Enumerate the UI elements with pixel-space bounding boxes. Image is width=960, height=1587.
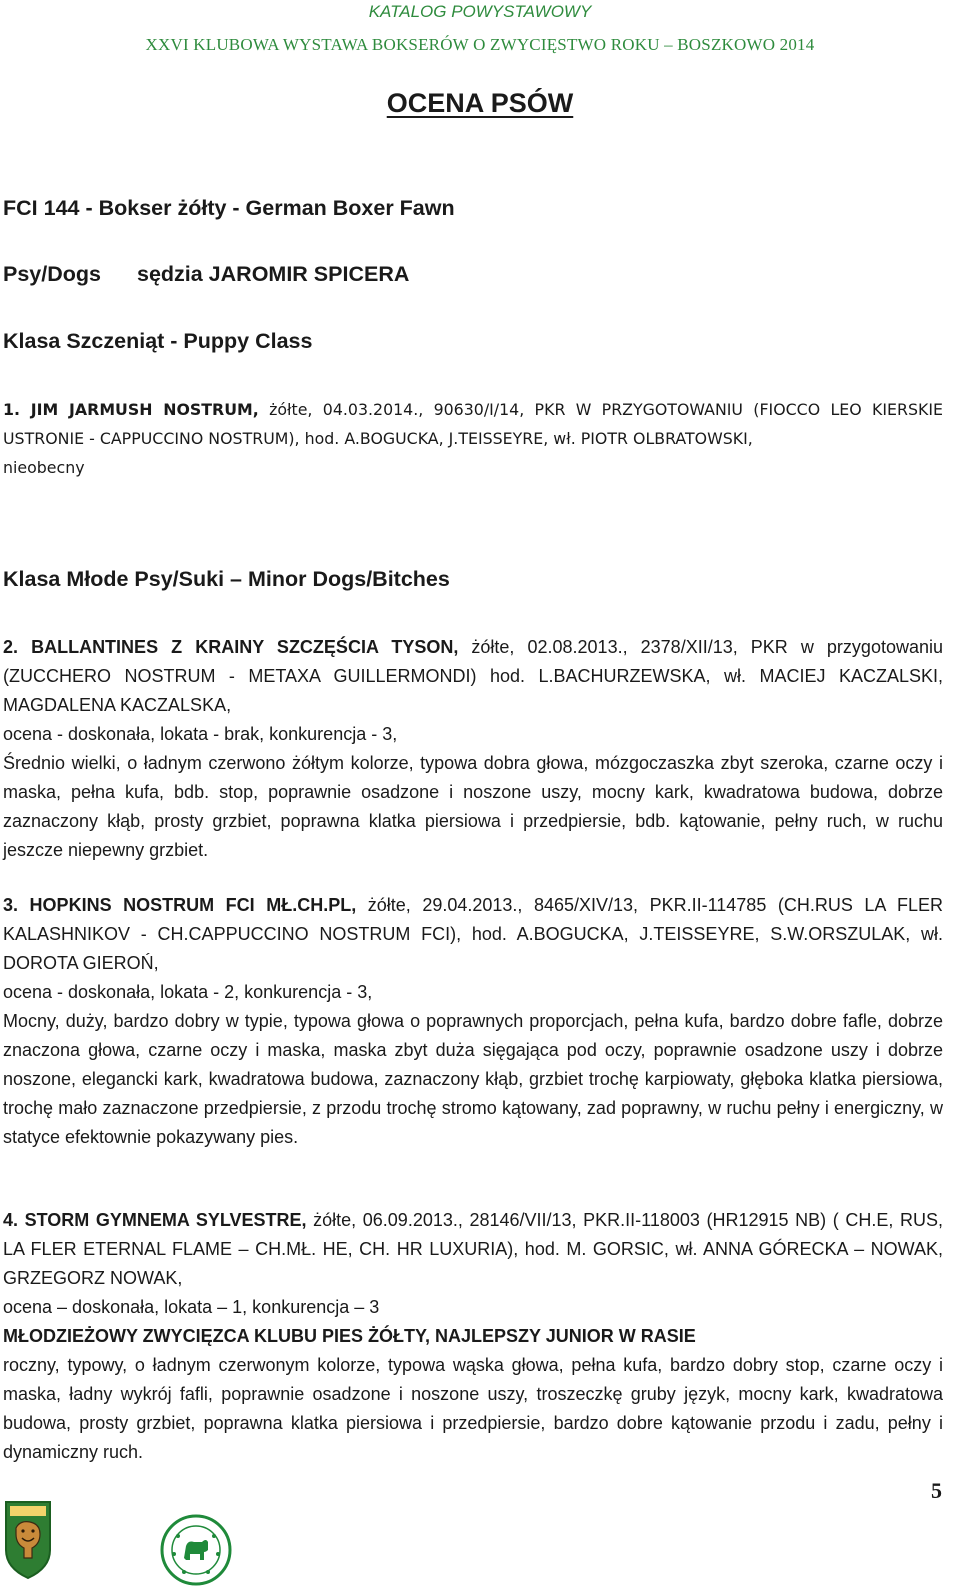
breed-heading: FCI 144 - Bokser żółty - German Boxer Fawn bbox=[3, 196, 455, 220]
entry-1 bbox=[3, 395, 943, 482]
zkwp-logo-icon bbox=[160, 1514, 232, 1586]
page-title: OCENA PSÓW bbox=[386, 88, 574, 118]
dogs-label: Psy/Dogs bbox=[3, 262, 101, 286]
entry-3 bbox=[3, 891, 943, 1152]
puppy-class-heading: Klasa Szczeniąt - Puppy Class bbox=[3, 329, 313, 353]
entry-3-name: 3. HOPKINS NOSTRUM FCI MŁ.CH.PL, bbox=[3, 895, 357, 915]
entry-4-rating: ocena – doskonała, lokata – 1, konkurencja – 3 bbox=[3, 1297, 380, 1317]
minor-class-heading: Klasa Młode Psy/Suki – Minor Dogs/Bitches bbox=[3, 567, 450, 591]
entry-4 bbox=[3, 1206, 943, 1467]
entry-4-details: żółte, 06.09.2013., 28146/VII/13, PKR.II-118003 (HR12915 NB) ( CH.E, RUS, LA FLER ETERNAL FLAME – CH.MŁ. HE, CH. HR LUXURIA), hod. M. GORSIC, wł. ANNA GÓRECKA – NOWAK, GRZEGORZ NOWAK, bbox=[3, 1210, 943, 1288]
entry-4-name: 4. STORM GYMNEMA SYLVESTRE, bbox=[3, 1210, 307, 1230]
entry-1-details: żółte, 04.03.2014., 90630/I/14, PKR W PRZYGOTOWANIU (FIOCCO LEO KIERSKIE USTRONIE - CAPPUCCINO NOSTRUM), hod. A.BOGUCKA, J.TEISSEYRE, wł. PIOTR OLBRATOWSKI, bbox=[3, 400, 943, 448]
entry-1-status: nieobecny bbox=[3, 458, 85, 477]
entry-2-description: Średnio wielki, o ładnym czerwono żółtym kolorze, typowa dobra głowa, mózgoczaszka zbyt szeroka, czarne oczy i maska, pełna kufa, bdb. stop, poprawnie osadzone i noszone uszy, mocny kark, kwadratowa budowa, dobrze zaznaczony kłąb, prosty grzbiet, poprawna klatka piersiowa i przedpiersie, bdb. kątowanie, pełny ruch, w ruchu jeszcze niepewny grzbiet. bbox=[3, 753, 943, 860]
entry-4-description: roczny, typowy, o ładnym czerwonym kolorze, typowa wąska głowa, pełna kufa, bardzo dobry stop, czarne oczy i maska, ładny wykrój fafli, poprawnie osadzone i noszone uszy, troszeczkę gruby język, mocny kark, kwadratowa budowa, prosty grzbiet, poprawna klatka piersiowa i przedpiersie, bardzo dobre kątowanie przodu i zadu, pełny i dynamiczny ruch. bbox=[3, 1355, 943, 1462]
judge-label: sędzia JAROMIR SPICERA bbox=[136, 262, 410, 286]
entry-2-name: 2. BALLANTINES Z KRAINY SZCZĘŚCIA TYSON, bbox=[3, 637, 459, 657]
catalog-title: KATALOG POWYSTAWOWY bbox=[368, 2, 592, 21]
page-number: 5 bbox=[931, 1478, 942, 1503]
entry-3-description: Mocny, duży, bardzo dobry w typie, typowa głowa o poprawnych proporcjach, pełna kufa, bardzo dobre fafle, dobrze znaczona głowa, czarne oczy i maska, maska zbyt duża sięgająca pod oczy, poprawnie osadzone uszy i dobrze noszone, elegancki kark, kwadratowa budowa, zaznaczony kłąb, grzbiet trochę karpiowaty, głęboka klatka piersiowa, trochę mało zaznaczone przedpiersie, z przodu trochę stromo kątowany, zad poprawny, w ruchu pełny i energiczny, w statyce efektownie pokazywany pies. bbox=[3, 1011, 943, 1147]
entry-1-name: 1. JIM JARMUSH NOSTRUM, bbox=[3, 400, 259, 419]
entry-4-award: MŁODZIEŻOWY ZWYCIĘZCA KLUBU PIES ŻÓŁTY, NAJLEPSZY JUNIOR W RASIE bbox=[3, 1326, 696, 1346]
club-logo-icon bbox=[2, 1498, 54, 1580]
entry-3-details: żółte, 29.04.2013., 8465/XIV/13, PKR.II-114785 (CH.RUS LA FLER KALASHNIKOV - CH.CAPPUCCINO NOSTRUM FCI), hod. A.BOGUCKA, J.TEISSEYRE, S.W.ORSZULAK, wł. DOROTA GIEROŃ, bbox=[3, 895, 943, 973]
entry-2 bbox=[3, 633, 943, 865]
event-title: XXVI KLUBOWA WYSTAWA BOKSERÓW O ZWYCIĘSTWO ROKU – BOSZKOWO 2014 bbox=[145, 35, 815, 54]
entry-2-rating: ocena - doskonała, lokata - brak, konkurencja - 3, bbox=[3, 724, 398, 744]
entry-2-details: żółte, 02.08.2013., 2378/XII/13, PKR w przygotowaniu (ZUCCHERO NOSTRUM - METAXA GUILLERMONDI) hod. L.BACHURZEWSKA, wł. MACIEJ KACZALSKI, MAGDALENA KACZALSKA, bbox=[3, 637, 943, 715]
entry-3-rating: ocena - doskonała, lokata - 2, konkurencja - 3, bbox=[3, 982, 373, 1002]
dogs-judge-heading bbox=[3, 262, 409, 287]
